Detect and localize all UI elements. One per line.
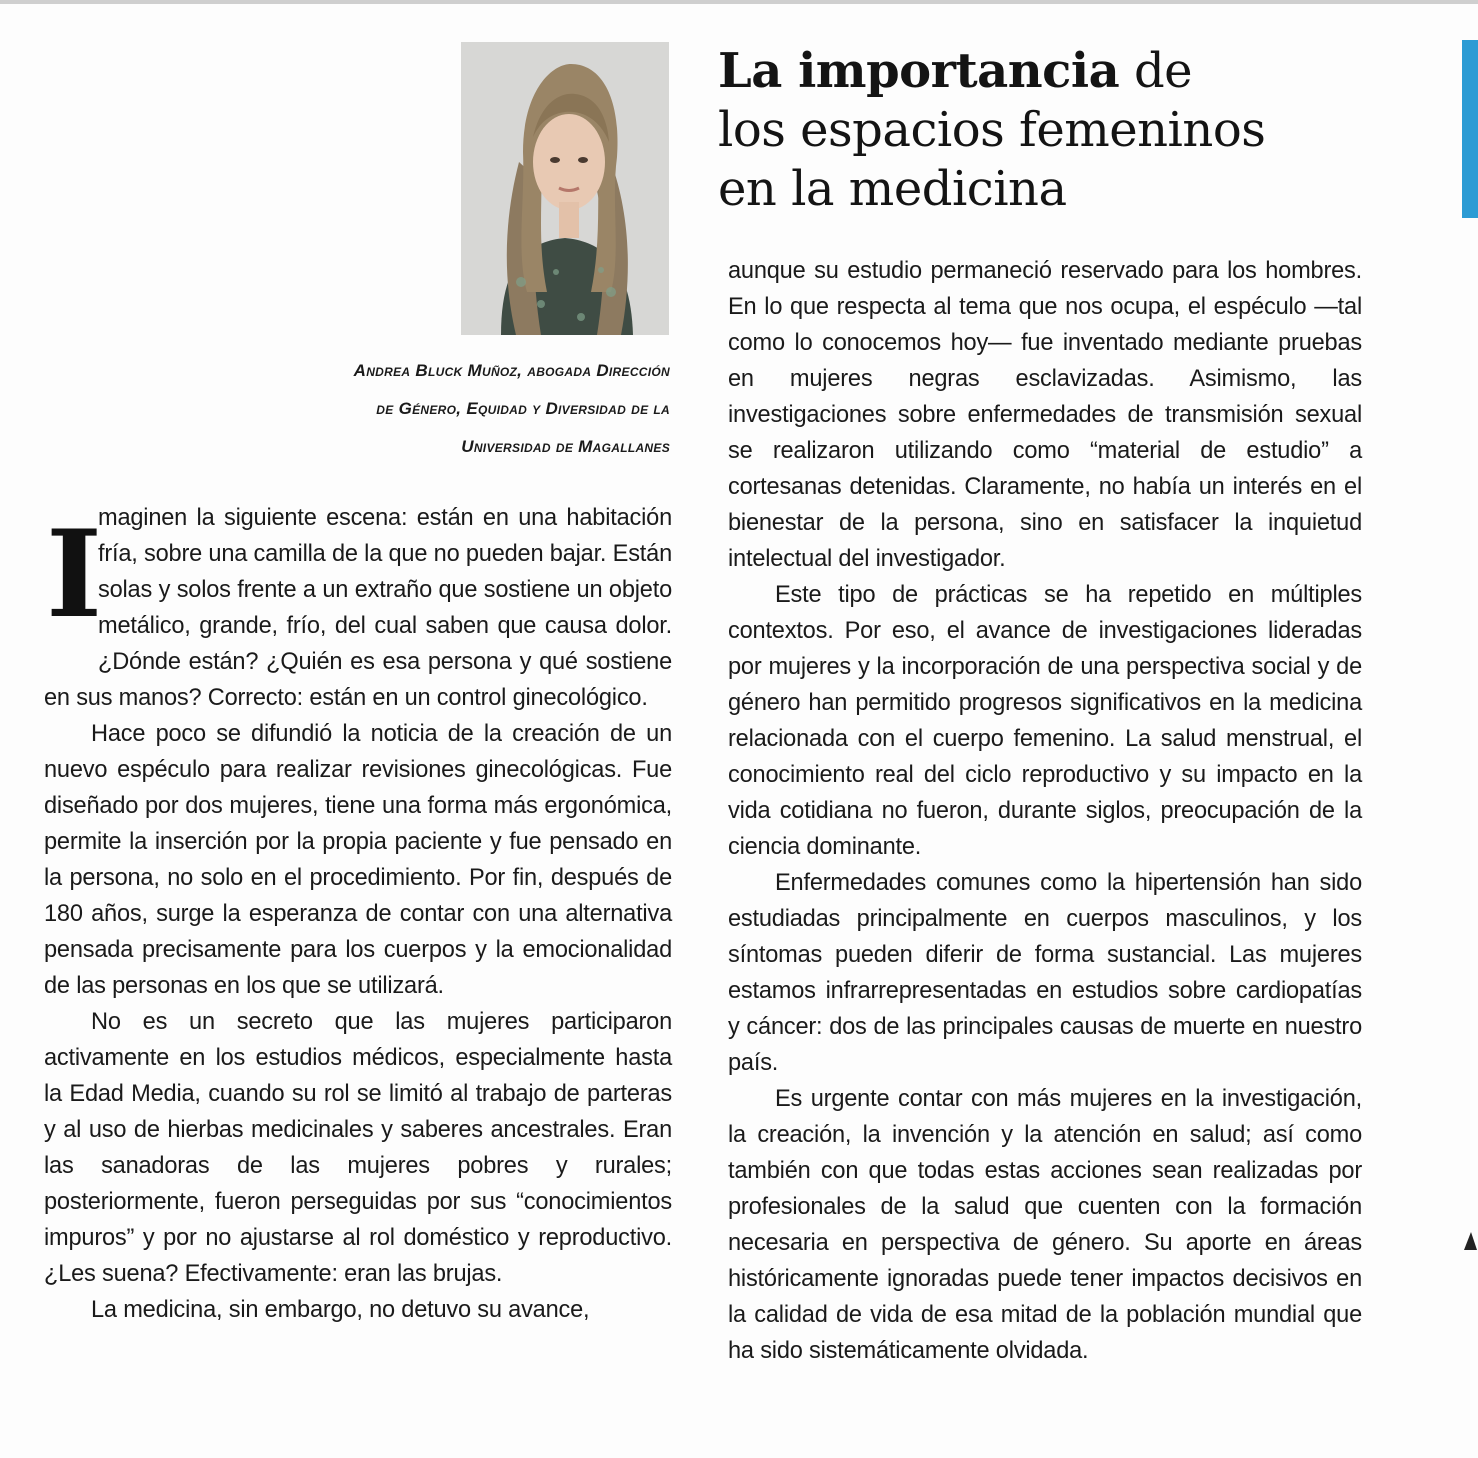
paragraph-4-start: La medicina, sin embargo, no detuvo su avance, <box>91 1297 590 1323</box>
paragraph-1-text: maginen la siguiente escena: están en una habitación fría, sobre una camilla de la que no pueden bajar. Están solas y solos frente a un extraño que sostiene un objeto metálico, grande, frío, del cual saben que causa dolor. ¿Dónde están? ¿Quién es esa persona y qué sostiene en sus manos? Correcto: están en un control ginecológico. <box>44 505 672 711</box>
paragraph-1 <box>44 500 672 716</box>
byline-line-2: de Género, Equidad y Diversidad de la <box>376 399 670 418</box>
paragraph-2: Hace poco se difundió la noticia de la creación de un nuevo espéculo para realizar revisiones ginecológicas. Fue diseñado por dos mujeres, tiene una forma más ergonómica, permite la inserción por la propia paciente y fue pensado en la persona, no solo en el procedimiento. Por fin, después de 180 años, surge la esperanza de contar con una alternativa pensada precisamente para los cuerpos y la emocionalidad de las personas en los que se utilizará. <box>44 721 672 999</box>
column-left <box>44 500 672 1328</box>
byline-line-1: Andrea Bluck Muñoz, abogada Dirección <box>353 361 670 380</box>
paragraph-3: No es un secreto que las mujeres participaron activamente en los estudios médicos, especialmente hasta la Edad Media, cuando su rol se limitó al trabajo de parteras y al uso de hierbas medicinales y saberes ancestrales. Eran las sanadoras de las mujeres pobres y rurales; posteriormente, fueron perseguidas por sus “conocimientos impuros” y por no ajustarse al rol doméstico y reproductivo. ¿Les suena? Efectivamente: eran las brujas. <box>44 1009 672 1287</box>
title-rest: de <box>1133 43 1193 99</box>
edge-mark-icon <box>1464 1232 1477 1250</box>
paragraph-5: Este tipo de prácticas se ha repetido en múltiples contextos. Por eso, el avance de investigaciones lideradas por mujeres y la incorporación de una perspectiva social y de género han permitido progresos significativos en la medicina relacionada con el cuerpo femenino. La salud menstrual, el conocimiento real del ciclo reproductivo y su impacto en la vida cotidiana no fueron, durante siglos, preocupación de la ciencia dominante. <box>728 582 1362 860</box>
author-portrait-icon <box>461 42 669 335</box>
title-line-1 <box>718 42 1438 101</box>
paragraph-7: Es urgente contar con más mujeres en la investigación, la creación, la invención y la atención en salud; así como también con que todas estas acciones sean realizadas por profesionales de la salud que cuenten con la formación necesaria en perspectiva de género. Su aporte en áreas históricamente ignoradas puede tener impactos decisivos en la calidad de vida de esa mitad de la población mundial que ha sido sistemáticamente olvidada. <box>728 1086 1362 1364</box>
paragraph-4-continued: aunque su estudio permaneció reservado para los hombres. En lo que respecta al tema que nos ocupa, el espéculo —tal como lo conocemos hoy— fue inventado mediante pruebas en mujeres negras esclavizadas. Asimismo, las investigaciones sobre enfermedades de transmisión sexual se realizaron utilizando como “material de estudio” a cortesanas detenidas. Claramente, no había un interés en el bienestar de la persona, sino en satisfacer la inquietud intelectual del investigador. <box>728 258 1362 572</box>
title-line-3: en la medicina <box>718 161 1067 217</box>
author-photo <box>461 42 669 335</box>
accent-bar <box>1462 40 1478 218</box>
author-byline <box>140 352 670 466</box>
column-right <box>728 253 1362 1369</box>
paragraph-6: Enfermedades comunes como la hipertensión han sido estudiadas principalmente en cuerpos masculinos, y los síntomas pueden diferir de forma sustancial. Las mujeres estamos infrarrepresentadas en estudios sobre cardiopatías y cáncer: dos de las principales causas de muerte en nuestro país. <box>728 870 1362 1076</box>
title-bold: La importancia <box>718 43 1120 99</box>
top-border <box>0 0 1478 4</box>
article-title <box>718 42 1438 219</box>
byline-line-3: Universidad de Magallanes <box>461 437 670 456</box>
title-line-2: los espacios femeninos <box>718 102 1266 158</box>
drop-cap: I <box>46 504 102 645</box>
